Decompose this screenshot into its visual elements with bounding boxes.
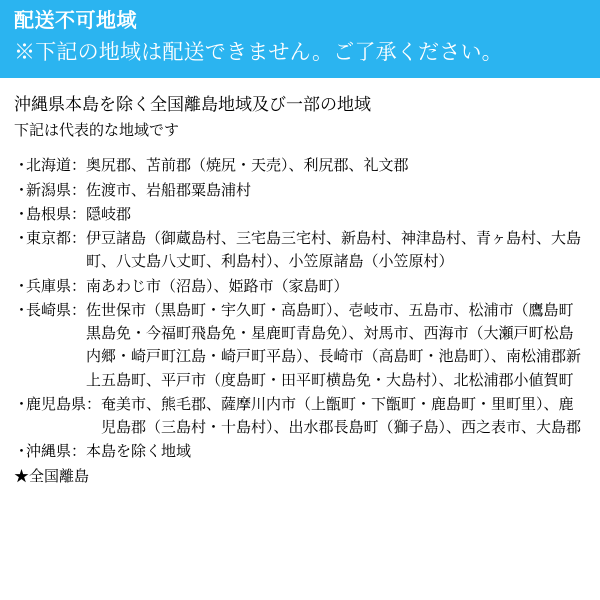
bullet-mark: ・ [14, 181, 30, 199]
region-detail: 奥尻郡、苫前郡（焼尻・天売）、利尻郡、礼文郡 [86, 157, 409, 175]
prefecture-label: 兵庫県： [26, 277, 87, 295]
banner-title: 配送不可地域 [14, 10, 137, 32]
bullet-mark: ・ [14, 443, 30, 461]
banner-subtitle: ※下記の地域は配送できません。ご了承ください。 [14, 41, 503, 64]
prefecture-label: 鹿児島県： [26, 395, 102, 413]
list-item [14, 227, 586, 274]
bullet-mark: ・ [14, 205, 30, 223]
region-detail: 南あわじ市（沼島）、姫路市（家島町） [86, 277, 349, 295]
bullet-mark: ・ [14, 277, 30, 295]
region-detail: 伊豆諸島（御蔵島村、三宅島三宅村、新島村、神津島村、青ヶ島村、大島町、八丈島八丈町、利島村）、小笠原諸島（小笠原村） [86, 230, 582, 271]
region-detail: 本島を除く地域 [86, 443, 192, 461]
prefecture-label: 沖縄県： [26, 443, 87, 461]
list-item [14, 179, 586, 202]
list-item [14, 203, 586, 226]
prefecture-label: 長崎県： [26, 301, 87, 319]
list-item [14, 440, 586, 463]
notice-banner [0, 0, 600, 78]
footnote-text: ★全国離島 [14, 467, 90, 485]
region-list [14, 154, 586, 463]
list-item [14, 393, 586, 440]
bullet-mark: ・ [14, 301, 30, 319]
bullet-mark: ・ [14, 230, 30, 248]
prefecture-label: 島根県： [26, 205, 87, 223]
lead-text: 沖縄県本島を除く全国離島地域及び一部の地域 [14, 95, 371, 115]
bullet-mark: ・ [14, 157, 30, 175]
prefecture-label: 新潟県： [26, 181, 87, 199]
lead-subtext: 下記は代表的な地域です [14, 121, 180, 139]
notice-body [0, 78, 600, 488]
region-detail: 奄美市、熊毛郡、薩摩川内市（上甑町・下甑町・鹿島町・里町里）、鹿児島郡（三島村・十島村）、出水郡長島町（獅子島）、西之表市、大島郡 [101, 395, 582, 437]
list-item [14, 299, 586, 392]
prefecture-label: 東京都： [26, 230, 87, 248]
list-item [14, 275, 586, 298]
bullet-mark: ・ [14, 395, 30, 413]
prefecture-label: 北海道： [26, 157, 87, 175]
region-detail: 佐渡市、岩船郡粟島浦村 [86, 181, 252, 199]
list-item [14, 154, 586, 177]
region-detail: 佐世保市（黒島町・宇久町・高島町）、壱岐市、五島市、松浦市（鷹島町黒島免・今福町飛島免・星鹿町青島免）、対馬市、西海市（大瀬戸町松島内郷・崎戸町江島・崎戸町平島）、長崎市（高島町・池島町）、南松浦郡新上五島町、平戸市（度島町・田平町横島免・大島村）、北松浦郡小値賀町 [86, 301, 582, 389]
region-detail: 隠岐郡 [86, 205, 132, 223]
